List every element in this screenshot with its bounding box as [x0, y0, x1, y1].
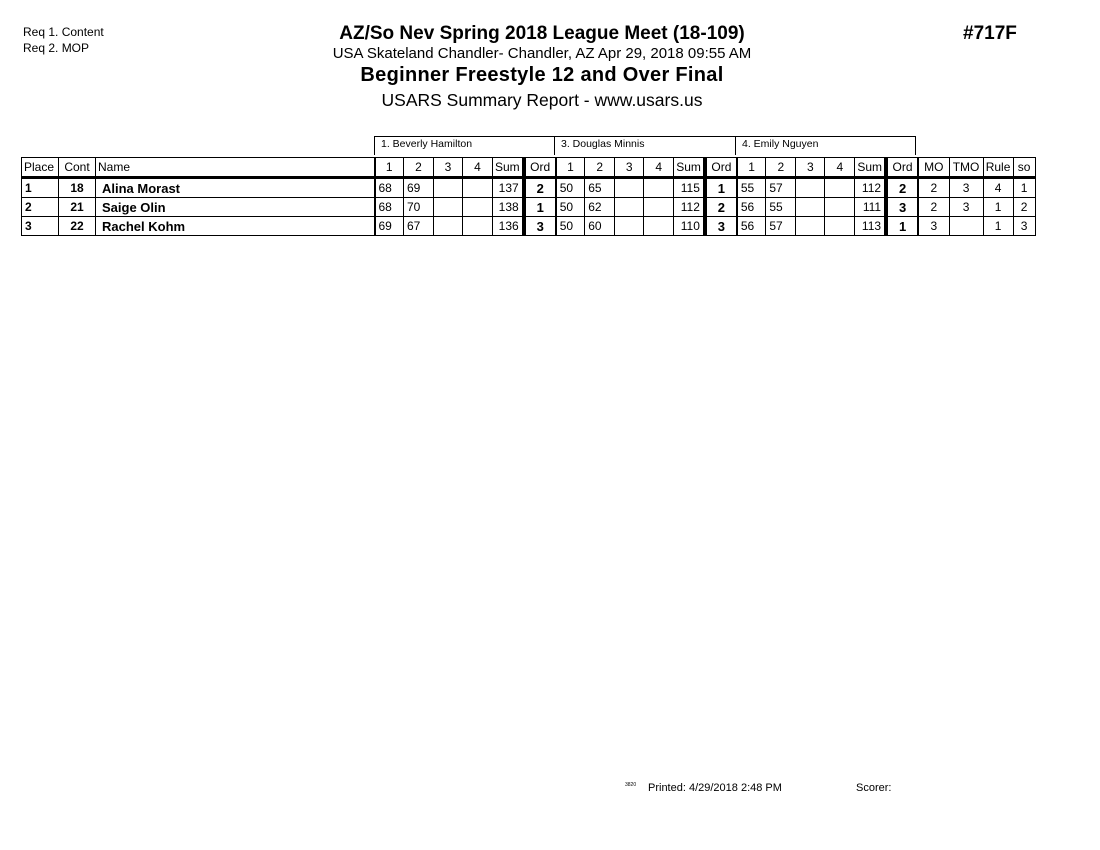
score-3-cell — [434, 217, 463, 236]
col-score-1: 1 — [556, 158, 585, 178]
col-score-1: 1 — [375, 158, 404, 178]
score-1-cell: 69 — [375, 217, 404, 236]
contestant-number-cell: 21 — [59, 198, 96, 217]
judge-header: 1. Beverly Hamilton — [374, 136, 555, 155]
col-sum: Sum — [674, 158, 705, 178]
mo-cell: 2 — [918, 178, 949, 198]
score-2-cell: 57 — [766, 217, 796, 236]
score-3-cell — [434, 178, 463, 198]
ordinal-cell: 3 — [524, 217, 556, 236]
score-2-cell: 65 — [585, 178, 615, 198]
rule-cell: 1 — [983, 217, 1013, 236]
col-mo: MO — [918, 158, 949, 178]
tmo-cell: 3 — [949, 198, 983, 217]
score-3-cell — [615, 217, 644, 236]
requirement-1: Req 1. Content — [23, 25, 104, 39]
sum-cell: 138 — [493, 198, 524, 217]
ordinal-cell: 1 — [524, 198, 556, 217]
skater-name-cell: Rachel Kohm — [96, 217, 375, 236]
mo-cell: 3 — [918, 217, 949, 236]
requirement-2: Req 2. MOP — [23, 41, 90, 55]
place-cell: 3 — [22, 217, 59, 236]
score-1-cell: 68 — [375, 178, 404, 198]
score-4-cell — [644, 198, 674, 217]
score-3-cell — [796, 178, 825, 198]
table-row — [22, 217, 1036, 236]
contestant-number-cell: 22 — [59, 217, 96, 236]
sum-cell: 111 — [855, 198, 886, 217]
ordinal-cell: 3 — [705, 217, 737, 236]
score-4-cell — [644, 178, 674, 198]
score-2-cell: 69 — [404, 178, 434, 198]
score-3-cell — [615, 178, 644, 198]
col-ord: Ord — [524, 158, 556, 178]
score-2-cell: 55 — [766, 198, 796, 217]
score-3-cell — [796, 217, 825, 236]
page-number-tiny: 3820 — [625, 782, 637, 788]
col-name: Name — [96, 158, 375, 178]
col-so: so — [1013, 158, 1035, 178]
sum-cell: 136 — [493, 217, 524, 236]
score-1-cell: 56 — [737, 217, 766, 236]
ordinal-cell: 2 — [886, 178, 918, 198]
ordinal-cell: 2 — [524, 178, 556, 198]
so-cell: 2 — [1013, 198, 1035, 217]
ordinal-cell: 3 — [886, 198, 918, 217]
printed-timestamp: Printed: 4/29/2018 2:48 PM — [648, 782, 782, 794]
scorer-label: Scorer: — [856, 782, 892, 794]
so-cell: 1 — [1013, 178, 1035, 198]
so-cell: 3 — [1013, 217, 1035, 236]
score-4-cell — [463, 198, 493, 217]
meet-location-date: USA Skateland Chandler- Chandler, AZ Apr 29, 2018 09:55 AM — [332, 45, 752, 62]
col-score-4: 4 — [825, 158, 855, 178]
score-2-cell: 60 — [585, 217, 615, 236]
col-score-3: 3 — [615, 158, 644, 178]
report-title: USARS Summary Report - www.usars.us — [381, 90, 703, 110]
place-cell: 2 — [22, 198, 59, 217]
score-4-cell — [463, 217, 493, 236]
score-1-cell: 68 — [375, 198, 404, 217]
contestant-number-cell: 18 — [59, 178, 96, 198]
ordinal-cell: 1 — [705, 178, 737, 198]
col-tmo: TMO — [949, 158, 983, 178]
score-4-cell — [825, 198, 855, 217]
score-2-cell: 57 — [766, 178, 796, 198]
col-rule: Rule — [983, 158, 1013, 178]
col-place: Place — [22, 158, 59, 178]
col-score-2: 2 — [766, 158, 796, 178]
tmo-cell — [949, 217, 983, 236]
score-1-cell: 55 — [737, 178, 766, 198]
skater-name-cell: Saige Olin — [96, 198, 375, 217]
col-score-2: 2 — [404, 158, 434, 178]
rule-cell: 1 — [983, 198, 1013, 217]
score-4-cell — [825, 178, 855, 198]
event-code: #717F — [963, 23, 1017, 44]
place-cell: 1 — [22, 178, 59, 198]
ordinal-cell: 2 — [705, 198, 737, 217]
sum-cell: 112 — [855, 178, 886, 198]
score-3-cell — [615, 198, 644, 217]
rule-cell: 4 — [983, 178, 1013, 198]
sum-cell: 115 — [674, 178, 705, 198]
sum-cell: 112 — [674, 198, 705, 217]
tmo-cell: 3 — [949, 178, 983, 198]
score-3-cell — [796, 198, 825, 217]
col-sum: Sum — [493, 158, 524, 178]
col-score-3: 3 — [796, 158, 825, 178]
score-2-cell: 70 — [404, 198, 434, 217]
meet-title: AZ/So Nev Spring 2018 League Meet (18-109) — [339, 23, 745, 44]
ordinal-cell: 1 — [886, 217, 918, 236]
col-ord: Ord — [705, 158, 737, 178]
table-row — [22, 198, 1036, 217]
score-4-cell — [825, 217, 855, 236]
col-score-1: 1 — [737, 158, 766, 178]
mo-cell: 2 — [918, 198, 949, 217]
col-sum: Sum — [855, 158, 886, 178]
sum-cell: 137 — [493, 178, 524, 198]
col-score-4: 4 — [463, 158, 493, 178]
col-cont: Cont — [59, 158, 96, 178]
score-1-cell: 50 — [556, 178, 585, 198]
col-score-2: 2 — [585, 158, 615, 178]
judge-header: 4. Emily Nguyen — [735, 136, 916, 155]
judge-header: 3. Douglas Minnis — [554, 136, 736, 155]
table-header-row — [22, 158, 1036, 178]
score-4-cell — [644, 217, 674, 236]
score-1-cell: 56 — [737, 198, 766, 217]
score-1-cell: 50 — [556, 217, 585, 236]
score-4-cell — [463, 178, 493, 198]
col-score-3: 3 — [434, 158, 463, 178]
event-title: Beginner Freestyle 12 and Over Final — [360, 64, 724, 86]
sum-cell: 113 — [855, 217, 886, 236]
results-table — [21, 157, 1036, 236]
score-2-cell: 67 — [404, 217, 434, 236]
score-2-cell: 62 — [585, 198, 615, 217]
skater-name-cell: Alina Morast — [96, 178, 375, 198]
col-ord: Ord — [886, 158, 918, 178]
score-3-cell — [434, 198, 463, 217]
col-score-4: 4 — [644, 158, 674, 178]
sum-cell: 110 — [674, 217, 705, 236]
score-1-cell: 50 — [556, 198, 585, 217]
table-row — [22, 178, 1036, 198]
